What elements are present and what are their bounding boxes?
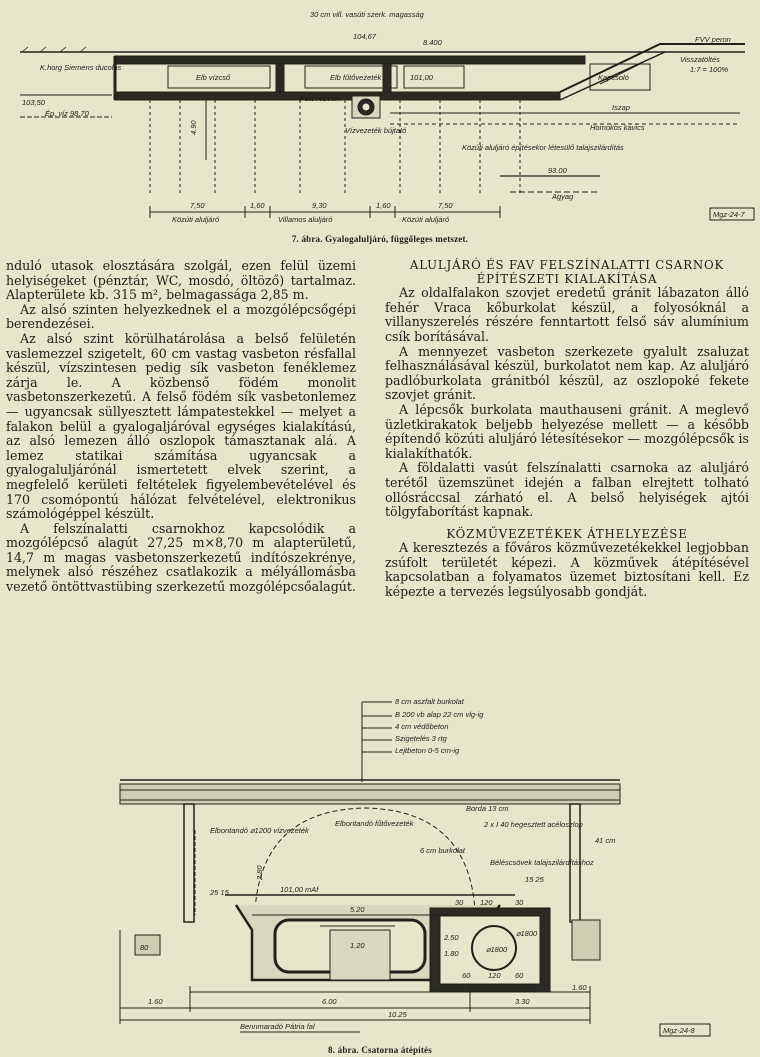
fig7-ref: Mgz-24-7 [713, 210, 745, 219]
fig8-box-dim-5: 60 [462, 971, 471, 980]
fig8-label-border: Borda 13 cm [466, 804, 509, 813]
fig7-label-box3: Fűtővezeték [300, 94, 341, 103]
fig7-label-piles: Közúti aluljáró építésekor létesülő talajszilárdítás [462, 143, 624, 152]
fig8-dim-280: 2.80 [255, 865, 264, 880]
right-paragraph-1: Az oldalfalakon szovjet eredetű gránit lábazaton álló fehér Vraca kőburkolat készül, a folyosóknál a villanyszerelés részére fenntartott felső sáv alumínium csík borításával. [385, 285, 749, 344]
fig7-label-gravel: Homokos kavics [590, 123, 645, 132]
fig8-pipe-left: ⌀1800 [486, 945, 508, 954]
fig7-label-box1: Elb vízcső [196, 73, 231, 82]
left-paragraph-2: Az alsó szinten helyezkednek el a mozgólépcsőgépi berendezései. [6, 301, 356, 332]
fig7-dim-0: 7,50 [190, 201, 205, 210]
fig7-label-slope: Visszatöltés [680, 55, 720, 64]
fig7-label-base: Iszap [612, 103, 630, 112]
fig7-label-level-mid: 101,00 [410, 73, 433, 82]
fig8-box-dim-7: 60 [515, 971, 524, 980]
fig7-label-ground-water: Ép. víz 98,70 [45, 109, 89, 118]
fig8-label-removed-left: Elbontandó ⌀1200 vízvezeték [210, 826, 309, 835]
left-column [6, 259, 356, 595]
fig8-label-steel: 2 x I 40 hegesztett acéloszlop [484, 820, 583, 829]
fig8-box-dim-3: 2.50 [444, 933, 459, 942]
fig8-layer-3: Szigetelés 3 rtg [395, 734, 447, 743]
fig8-dim-520: 5.20 [350, 905, 365, 914]
right-paragraph-4: A földalatti vasút felszínalatti csarnoka az aluljáró terétől üzemszünet idején a falban elrejtett tolható ollósráccsal zárható el. A belső helyiségek ajtói tölgyfaborítást kapnak. [385, 460, 749, 520]
fig8-dim-160b: 1.60 [572, 983, 587, 992]
fig7-label-box4: Kapcsoló [598, 73, 629, 82]
fig8-label-level: 101,00 mAf [280, 885, 319, 894]
fig7-label-slope-ratio: 1:7 = 100% [690, 65, 729, 74]
fig8-dim-1525: 15 25 [525, 875, 544, 884]
right-paragraph-2: A mennyezet vasbeton szerkezete gyalult zsaluzat felhasználásával készül, burkolatot nem kap. Az aluljáró padlóburkolata gránitból készül, az oszlopoké fekete szovjet gránit. [385, 343, 749, 403]
fig8-box-dim-4: 1.80 [444, 949, 459, 958]
section-heading-utilities: KÖZMŰVEZETÉKEK ÁTHELYEZÉSE [446, 526, 688, 541]
fig7-zone-2: Közúti aluljáró [402, 215, 450, 224]
fig8-dim-80: 80 [140, 943, 149, 952]
section-heading-architecture: ALULJÁRÓ ÉS FAV FELSZÍNALATTI CSARNOK ÉPÍTÉSZETI KIALAKÍTÁSA [409, 258, 725, 286]
fig8-layer-1: B 200 vb alap 22 cm vlg-ig [395, 710, 484, 719]
fig7-label-level-top: 104,67 [353, 32, 376, 41]
right-column [385, 259, 749, 600]
fig7-dim-3: 1,60 [376, 201, 391, 210]
fig7-label-pipe: Vízvezeték bújtató [345, 126, 407, 135]
fig8-label-removed-heat: Elbontandó fűtővezeték [335, 819, 414, 828]
fig8-wall-label: Bennmaradó Pátria fal [240, 1022, 315, 1031]
fig7-label-depth: 4.90 [189, 120, 198, 135]
fig8-box-dim-6: 120 [488, 971, 501, 980]
fig8-pipe-right: ⌀1800 [516, 929, 538, 938]
fig7-dim-1: 1,60 [250, 201, 265, 210]
fig8-label-cover: 6 cm burkolat [420, 846, 466, 855]
fig8-dim-2515: 25 15 [210, 888, 229, 897]
left-paragraph-4: A felszínalatti csarnokhoz kapcsolódik a mozgólépcső alagút 27,25 m×8,70 m alapterületű, 14,7 m magas vasbetonszerkezetű indítószekrénye, melynek alsó részéhez csatlakozik a mélyállomásba vezető öntöttvastübing szerkezetű mozgólépcsőalagút. [6, 520, 356, 595]
left-paragraph-1: nduló utasok elosztására szolgál, ezen felül üzemi helyiségeket (pénztár, WC, mosdó, öltöző) tartalmaz. Alapterülete kb. 315 m², belmagassága 2,85 m. [6, 258, 356, 303]
fig8-box-dim-0: 30 [455, 898, 464, 907]
right-paragraph-3: A lépcsők burkolata mauthauseni gránit. A meglevő üzletkirakatok beljebb helyezése mellett — a később építendő közúti aluljáró létesítésekor — mozgólépcsők is kialakíthatók. [385, 401, 749, 461]
figure-8-drawing [0, 690, 760, 1038]
fig8-label-spacing: 41 cm [595, 836, 616, 845]
fig8-caption: 8. ábra. Csatorna átépítés [328, 1045, 432, 1055]
figure-7-drawing [0, 0, 760, 232]
fig7-label-platform: FVV peron [695, 35, 731, 44]
fig8-label-fill: Béléscsövek talajszilárdításhoz [490, 858, 594, 867]
fig7-zone-1: Villamos aluljáró [278, 215, 333, 224]
fig8-ref: Mgz-24-8 [663, 1026, 695, 1035]
fig7-dim-4: 7,50 [438, 201, 453, 210]
fig8-layer-0: 8 cm aszfalt burkolat [395, 697, 464, 706]
right-paragraph-5: A keresztezés a főváros közművezetékekkel legjobban zsúfolt területét képezi. A közművek átépítésével kapcsolatban a folyamatos üzemet biztosítani kell. Ez képezte a tervezés legsúlyosabb gondját. [385, 540, 749, 600]
fig8-box-dim-2: 30 [515, 898, 524, 907]
fig8-dim-1025: 10.25 [388, 1010, 407, 1019]
fig7-dim-2: 9,30 [312, 201, 327, 210]
fig8-dim-330: 3.30 [515, 997, 530, 1006]
fig8-layer-4: Lejtbeton 0-5 cm-ig [395, 746, 460, 755]
fig8-layer-2: 4 cm védőbeton [395, 722, 449, 731]
left-paragraph-3: Az alsó szint körülhatárolása a belső felületén vaslemezzel szigetelt, 60 cm vastag vasbeton résfallal készül, vízszintesen pedig sík vasbeton fenéklemez zárja le. A közbenső födém monolit vasbetonszerkezetű. A felső födém sík vasbetonlemez — ugyancsak süllyesztett lámpatestekkel — melyet a falakon belül a gyalogaljáróval egységes kialakítású, az alsó lemezen álló oszlopok támasztanak alá. A lemez statikai számítása ugyancsak a gyalogaluljárónál ismertetett elvek szerint, a megfelelő kerületi feltételek figyelembevételével és 170 csomópontú hálózat felvételével, elektronikus számológéppel készült. [6, 330, 356, 522]
fig7-label-left-level: 103,50 [22, 98, 45, 107]
fig7-label-bottom-note: Agyag [552, 192, 574, 201]
fig7-label-span: 8.400 [423, 38, 442, 47]
fig7-label-box2: Elb fűtővezeték [330, 73, 382, 82]
fig8-dim-160a: 1.60 [148, 997, 163, 1006]
fig8-box-dim-1: 120 [480, 898, 493, 907]
fig7-zone-0: Közúti aluljáró [172, 215, 220, 224]
fig7-caption: 7. ábra. Gyalogaluljáró, függőleges metszet. [291, 234, 469, 244]
fig8-dim-600: 6.00 [322, 997, 337, 1006]
fig7-label-insulation: K.horg Siemens ducolás [40, 63, 122, 72]
fig7-label-clear-height: 30 cm vill. vasúti szerk. magasság [310, 10, 424, 19]
fig7-label-bottom-level: 93.00 [548, 166, 567, 175]
fig8-dim-120: 1.20 [350, 941, 365, 950]
